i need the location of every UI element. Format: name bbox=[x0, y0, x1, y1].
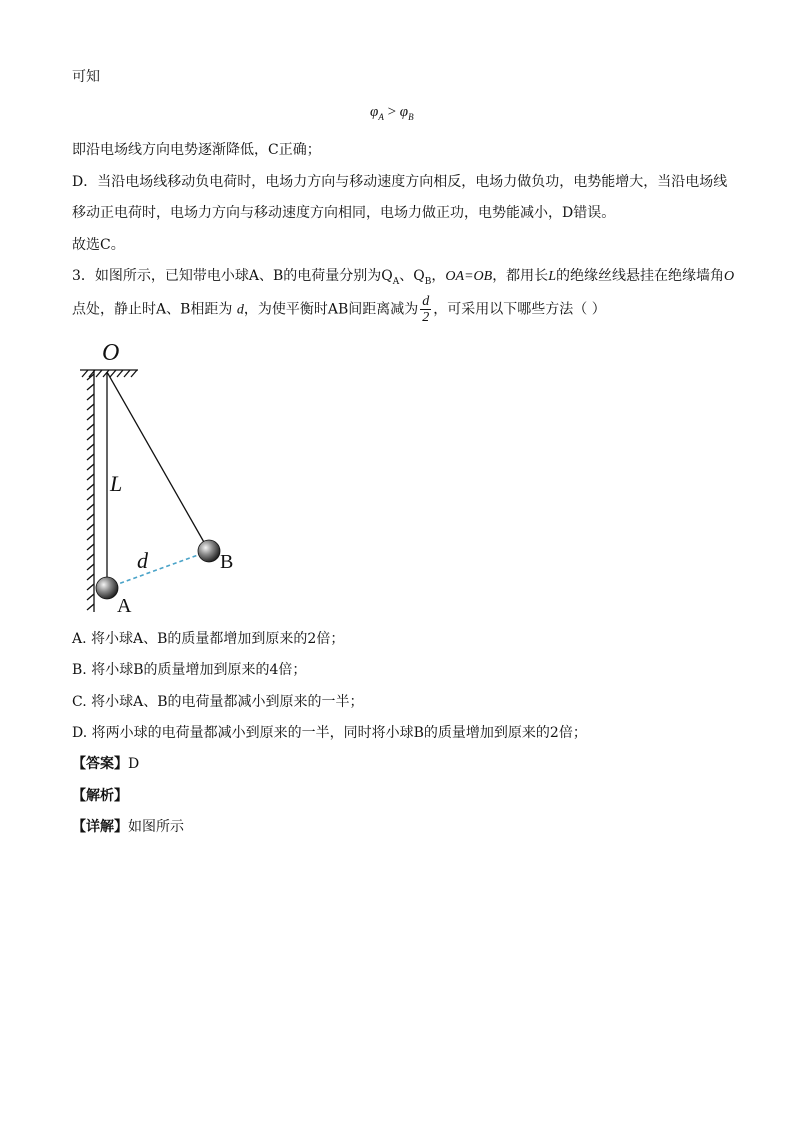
ball-b bbox=[198, 540, 220, 562]
option-b: B. 将小球B的质量增加到原来的4倍； bbox=[72, 662, 307, 678]
text-guxuan: 故选C。 bbox=[72, 237, 125, 253]
text-line-d2: 移动正电荷时，电场力方向与移动速度方向相同，电场力做正功，电势能减小，D错误。 bbox=[72, 205, 616, 221]
wall-hatch bbox=[87, 370, 94, 612]
analysis-label: 【解析】 bbox=[72, 788, 128, 804]
detail-text: 如图所示 bbox=[128, 819, 184, 835]
question-3-line-2: 点处，静止时A、B相距为 d，为使平衡时AB间距离减为 $\frac{d}{2}$ ，可采用以下哪些方法（ ） bbox=[72, 294, 606, 325]
text-line-d1: D．当沿电场线移动负电荷时，电场力方向与移动速度方向相反，电场力做负功，电势能增大，当沿电场线 bbox=[72, 174, 728, 190]
detail-row bbox=[72, 818, 184, 836]
distance-d-line bbox=[107, 551, 209, 588]
label-o: O bbox=[102, 340, 120, 366]
thread-ob bbox=[107, 372, 209, 551]
option-a: A. 将小球A、B的质量都增加到原来的2倍； bbox=[72, 631, 345, 647]
text-line-c: 即沿电场线方向电势逐渐降低，C正确； bbox=[72, 142, 321, 158]
answer-value: D bbox=[128, 756, 140, 772]
ball-a bbox=[96, 577, 118, 599]
fraction-d-over-2: $\frac{d}{2}$ bbox=[422, 294, 430, 325]
pendulum-diagram bbox=[70, 330, 280, 620]
option-d: D. 将两小球的电荷量都减小到原来的一半，同时将小球B的质量增加到原来的2倍； bbox=[72, 725, 587, 741]
label-l: L bbox=[110, 471, 123, 496]
answer-row bbox=[72, 755, 139, 773]
option-c: C. 将小球A、B的电荷量都减小到原来的一半； bbox=[72, 694, 364, 710]
detail-label: 【详解】 bbox=[72, 819, 128, 835]
label-d: d bbox=[137, 548, 148, 573]
potential-inequality: $\varphi_A > \varphi_B$ bbox=[370, 104, 414, 122]
question-3-line-1: 3．如图所示，已知带电小球A、B的电荷量分别为$Q_A$、$Q_B$，OA=OB，都用长L的绝缘丝线悬挂在绝缘墙角O bbox=[72, 268, 735, 287]
answer-label: 【答案】 bbox=[72, 756, 128, 772]
text-kezhi: 可知 bbox=[72, 69, 100, 85]
label-a: A bbox=[117, 595, 132, 617]
label-b: B bbox=[220, 551, 234, 573]
